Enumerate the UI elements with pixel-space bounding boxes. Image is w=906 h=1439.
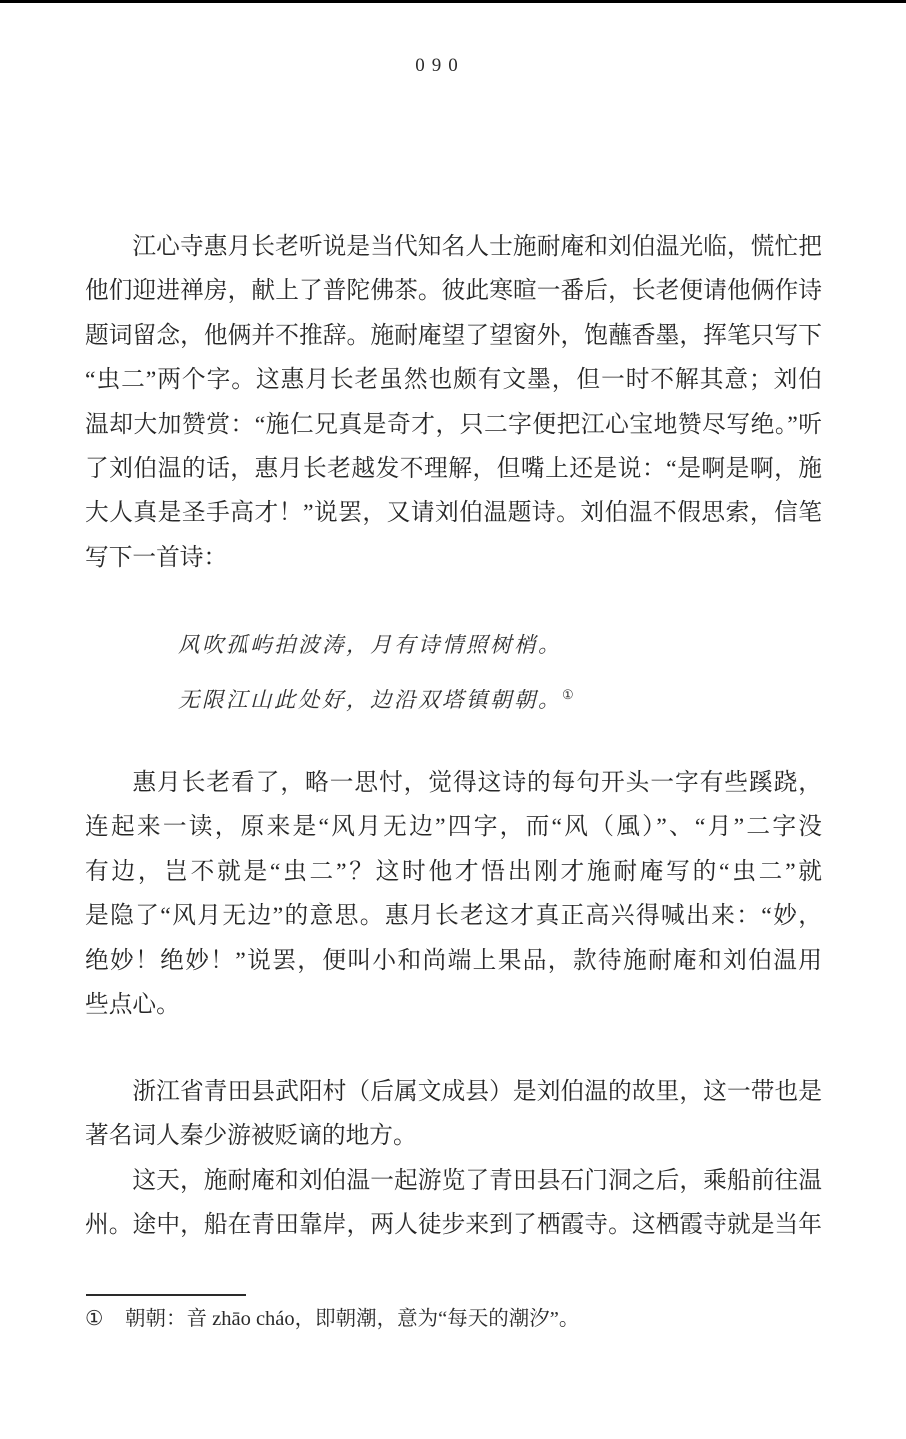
- text-line: 绝妙！绝妙！”说罢，便叫小和尚端上果品，款待施耐庵和刘伯温用: [85, 947, 822, 974]
- footnote-text: 朝朝：音 zhāo cháo，即朝潮，意为“每天的潮汐”。: [125, 1308, 580, 1330]
- scan-edge-top: [0, 0, 906, 3]
- text-line: 了刘伯温的话，惠月长老越发不理解，但嘴上还是说：“是啊是啊，施: [85, 455, 822, 482]
- footnote-separator-rule: [86, 1294, 246, 1296]
- text-line: 江心寺惠月长老听说是当代知名人士施耐庵和刘伯温光临，慌忙把: [132, 234, 822, 260]
- text-line: 州。途中，船在青田靠岸，两人徒步来到了栖霞寺。这栖霞寺就是当年: [85, 1212, 822, 1239]
- text-line: 惠月长老看了，略一思忖，觉得这诗的每句开头一字有些蹊跷，: [132, 770, 822, 796]
- poem-line-1: [178, 620, 574, 670]
- text-line: 有边，岂不就是“虫二”？这时他才悟出刚才施耐庵写的“虫二”就: [85, 858, 822, 885]
- paragraph-1: [85, 225, 822, 580]
- text-line: “虫二”两个字。这惠月长老虽然也颇有文墨，但一时不解其意；刘伯: [85, 367, 822, 394]
- text-line: 这天，施耐庵和刘伯温一起游览了青田县石门洞之后，乘船前往温: [132, 1167, 822, 1194]
- text-line: 连起来一读，原来是“风月无边”四字，而“风（風）”、“月”二字没: [85, 814, 822, 841]
- text-line: 他们迎进禅房，献上了普陀佛茶。彼此寒暄一番后，长老便请他俩作诗: [85, 278, 822, 305]
- footnote-reference-marker: ①: [562, 687, 574, 702]
- text-line: 是隐了“风月无边”的意思。惠月长老这才真正高兴得喊出来：“妙，: [85, 903, 822, 930]
- text-line: 写下一首诗：: [85, 544, 228, 571]
- footnote-marker: ①: [85, 1308, 104, 1330]
- poem-line-2: [178, 670, 574, 725]
- page-number: 090: [415, 55, 465, 76]
- text-line: 些点心。: [85, 991, 180, 1018]
- poem-line-1-text: 风吹孤屿拍波涛，月有诗情照树梢。: [178, 633, 563, 657]
- footnote: [85, 1306, 845, 1332]
- paragraphs-3-4: [85, 1070, 822, 1248]
- text-line: 题词留念，他俩并不推辞。施耐庵望了望窗外，饱蘸香墨，挥笔只写下: [85, 322, 822, 349]
- text-line: 浙江省青田县武阳村（后属文成县）是刘伯温的故里，这一带也是: [132, 1079, 822, 1105]
- text-line: 大人真是圣手高才！”说罢，又请刘伯温题诗。刘伯温不假思索，信笔: [85, 500, 822, 527]
- text-line: 著名词人秦少游被贬谪的地方。: [85, 1123, 417, 1150]
- text-line: 温却大加赞赏：“施仁兄真是奇才，只二字便把江心宝地赞尽写绝。”听: [85, 411, 822, 438]
- poem: [178, 620, 574, 725]
- poem-line-2-text: 无限江山此处好，边沿双塔镇朝朝。: [178, 688, 563, 713]
- paragraph-2: [85, 761, 822, 1027]
